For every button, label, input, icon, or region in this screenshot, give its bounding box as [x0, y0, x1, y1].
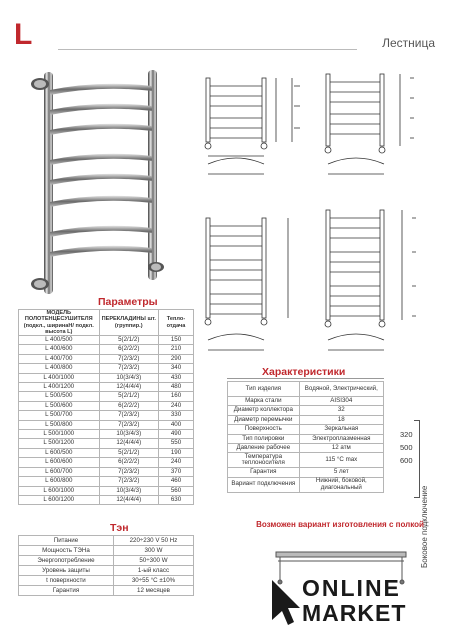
ten-row	[19, 556, 194, 566]
characteristics-rule	[227, 378, 384, 379]
characteristics-row	[228, 468, 384, 477]
params-cell: 10(3/4/3)	[99, 486, 159, 495]
characteristics-cell: Диаметр коллектора	[228, 406, 300, 415]
characteristics-table	[227, 381, 384, 493]
params-cell: 480	[159, 383, 194, 392]
online-market-logo	[268, 576, 443, 636]
params-row	[19, 486, 194, 495]
characteristics-cell: Гарантия	[228, 468, 300, 477]
params-cell: 7(2/3/2)	[99, 467, 159, 476]
ten-row	[19, 566, 194, 576]
params-row	[19, 411, 194, 420]
characteristics-row	[228, 382, 384, 397]
params-cell: L 500/500	[19, 392, 100, 401]
params-cell: 12(4/4/4)	[99, 383, 159, 392]
ten-table	[18, 535, 194, 596]
ten-cell: Энергопотребление	[19, 556, 114, 566]
params-header-row	[19, 310, 194, 336]
params-cell: 150	[159, 336, 194, 345]
side-size-2: 500	[400, 443, 413, 452]
series-name: Лестница	[382, 36, 435, 50]
characteristics-cell: 12 атм	[299, 444, 383, 453]
params-cell: 5(2/1/2)	[99, 336, 159, 345]
params-cell: 7(2/3/2)	[99, 420, 159, 429]
params-cell: L 400/800	[19, 364, 100, 373]
params-cell: 7(2/3/2)	[99, 354, 159, 363]
ten-row	[19, 536, 194, 546]
params-cell: L 400/1200	[19, 383, 100, 392]
params-cell: L 600/800	[19, 477, 100, 486]
params-cell: 630	[159, 495, 194, 504]
ten-row	[19, 546, 194, 556]
params-row	[19, 467, 194, 476]
characteristics-row	[228, 415, 384, 424]
params-row	[19, 373, 194, 382]
params-cell: L 500/1000	[19, 430, 100, 439]
params-cell: L 600/700	[19, 467, 100, 476]
logo-line-2: MARKET	[302, 600, 407, 626]
params-cell: L 600/600	[19, 458, 100, 467]
characteristics-cell: 115 °C max	[299, 453, 383, 468]
params-cell: 6(2/2/2)	[99, 458, 159, 467]
characteristics-row	[228, 477, 384, 492]
ten-cell: 300 W	[113, 546, 193, 556]
characteristics-cell: Тип изделия	[228, 382, 300, 397]
params-row	[19, 420, 194, 429]
params-cell: 7(2/3/2)	[99, 364, 159, 373]
ten-cell: 220÷230 V 50 Hz	[113, 536, 193, 546]
side-size-1: 320	[400, 430, 413, 439]
params-row	[19, 392, 194, 401]
ten-row	[19, 586, 194, 596]
params-cell: 5(2/1/2)	[99, 448, 159, 457]
characteristics-cell: Марка стали	[228, 397, 300, 406]
characteristics-cell: 32	[299, 406, 383, 415]
characteristics-cell: 5 лет	[299, 468, 383, 477]
params-row	[19, 477, 194, 486]
ten-cell: 30÷55 °C ±10%	[113, 576, 193, 586]
params-cell: 7(2/3/2)	[99, 411, 159, 420]
characteristics-cell: Зеркальная	[299, 425, 383, 434]
characteristics-cell: Водяной, Электрический,	[299, 382, 383, 397]
ten-title: Тэн	[110, 522, 129, 534]
characteristics-row	[228, 425, 384, 434]
variant-title: Возможен вариант изготовления с полкой	[256, 520, 424, 529]
ten-cell: 12 месяцев	[113, 586, 193, 596]
params-cell: L 500/1200	[19, 439, 100, 448]
params-cell: 210	[159, 345, 194, 354]
params-col-rungs: ПЕРЕКЛАДИНЫ шт. (группир.)	[99, 310, 159, 336]
params-cell: 560	[159, 486, 194, 495]
params-cell: 330	[159, 411, 194, 420]
params-cell: 240	[159, 458, 194, 467]
params-row	[19, 364, 194, 373]
ten-cell: Уровень защиты	[19, 566, 114, 576]
characteristics-cell: Давление рабочее	[228, 444, 300, 453]
params-cell: 460	[159, 477, 194, 486]
params-cell: 10(3/4/3)	[99, 373, 159, 382]
params-row	[19, 383, 194, 392]
side-connection-sizes	[400, 428, 413, 467]
params-cell: 400	[159, 420, 194, 429]
params-cell: 240	[159, 401, 194, 410]
params-cell: L 400/600	[19, 345, 100, 354]
params-cell: 490	[159, 430, 194, 439]
characteristics-cell: AISI304	[299, 397, 383, 406]
params-cell: 290	[159, 354, 194, 363]
params-row	[19, 448, 194, 457]
params-cell: 430	[159, 373, 194, 382]
brand-letter: L	[14, 18, 33, 51]
characteristics-row	[228, 434, 384, 443]
params-cell: L 500/800	[19, 420, 100, 429]
cursor-arrow-icon	[268, 576, 304, 628]
characteristics-cell: Тип полировки	[228, 434, 300, 443]
params-cell: L 600/1000	[19, 486, 100, 495]
ten-cell: Гарантия	[19, 586, 114, 596]
ten-cell: Мощность ТЭНа	[19, 546, 114, 556]
side-connection-label: Боковое подключение	[420, 485, 429, 568]
ten-cell: Питание	[19, 536, 114, 546]
params-row	[19, 345, 194, 354]
product-photo	[20, 62, 175, 312]
params-row	[19, 439, 194, 448]
params-cell: 340	[159, 364, 194, 373]
characteristics-cell: Электроплазменная	[299, 434, 383, 443]
params-cell: L 400/700	[19, 354, 100, 363]
characteristics-title: Характеристики	[262, 366, 346, 378]
characteristics-row	[228, 444, 384, 453]
params-row	[19, 495, 194, 504]
characteristics-cell: Температура теплоносителя	[228, 453, 300, 468]
characteristics-cell: Поверхность	[228, 425, 300, 434]
params-cell: 160	[159, 392, 194, 401]
ten-row	[19, 576, 194, 586]
top-rule	[58, 49, 357, 50]
params-cell: 190	[159, 448, 194, 457]
params-cell: 550	[159, 439, 194, 448]
characteristics-row	[228, 397, 384, 406]
params-cell: L 400/500	[19, 336, 100, 345]
ten-cell: 50÷300 W	[113, 556, 193, 566]
params-cell: 6(2/2/2)	[99, 345, 159, 354]
characteristics-cell: Вариант подключения	[228, 477, 300, 492]
characteristics-row	[228, 406, 384, 415]
technical-drawings	[196, 68, 446, 368]
characteristics-cell: 18	[299, 415, 383, 424]
params-cell: L 400/1000	[19, 373, 100, 382]
params-row	[19, 430, 194, 439]
params-cell: 12(4/4/4)	[99, 495, 159, 504]
ten-cell: t поверхности	[19, 576, 114, 586]
params-cell: L 500/600	[19, 401, 100, 410]
params-cell: 5(2/1/2)	[99, 392, 159, 401]
params-cell: L 600/500	[19, 448, 100, 457]
ten-cell: 1-ый класс	[113, 566, 193, 576]
params-cell: 12(4/4/4)	[99, 439, 159, 448]
params-row	[19, 354, 194, 363]
params-table	[18, 309, 194, 505]
params-cell: 6(2/2/2)	[99, 401, 159, 410]
params-title: Параметры	[98, 296, 158, 308]
logo-line-1: ONLINE	[302, 575, 401, 601]
characteristics-row	[228, 453, 384, 468]
params-col-heat: Тепло-отдача	[159, 310, 194, 336]
params-row	[19, 336, 194, 345]
characteristics-cell: Диаметр перемычки	[228, 415, 300, 424]
params-cell: L 500/700	[19, 411, 100, 420]
params-cell: 10(3/4/3)	[99, 430, 159, 439]
characteristics-cell: Нижний, боковой, диагональный	[299, 477, 383, 492]
params-row	[19, 458, 194, 467]
params-cell: L 600/1200	[19, 495, 100, 504]
params-cell: 370	[159, 467, 194, 476]
side-size-3: 600	[400, 456, 413, 465]
params-col-model: МОДЕЛЬ ПОЛОТЕНЦЕСУШИТЕЛЯ (подкл., ширинаН/ подкл. высота L)	[19, 310, 100, 336]
params-row	[19, 401, 194, 410]
params-cell: 7(2/3/2)	[99, 477, 159, 486]
